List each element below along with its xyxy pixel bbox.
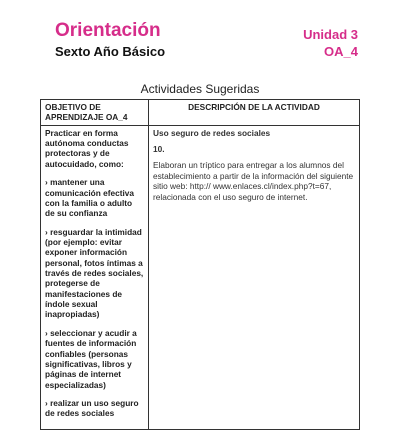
subject-title: Orientación: [55, 20, 161, 41]
oa-label: OA_4: [324, 44, 358, 59]
activity-cell: [149, 125, 360, 429]
activity-header: DESCRIPCIÓN DE LA ACTIVIDAD: [149, 100, 360, 126]
activities-table: [40, 99, 360, 430]
objective-item: › realizar un uso seguro de redes sociales: [45, 397, 139, 419]
objective-intro: Practicar en forma autónoma conductas protectoras y de autocuidado, como:: [45, 127, 129, 169]
table-row: [41, 125, 360, 429]
activity-title: Uso seguro de redes sociales: [153, 127, 271, 138]
section-title: Actividades Sugeridas: [140, 82, 260, 96]
objective-item: › mantener una comunicación efectiva con la familia o adulto de su confianza: [45, 177, 134, 219]
unit-label: Unidad 3: [303, 27, 358, 42]
activity-description: Elaboran un tríptico para entregar a los alumnos del establecimiento a partir de la información del siguiente sitio web: http:// www.enlaces.cl/index.php?t=67, relacionada con el uso seguro de internet.: [153, 160, 354, 202]
objective-cell: [41, 125, 149, 429]
objective-item: › resguardar la intimidad (por ejemplo: evitar exponer información personal, fotos íntimas a través de redes sociales, protegerse de manifestaciones de índole sexual inapropiadas): [45, 226, 144, 320]
objective-item: › seleccionar y acudir a fuentes de información confiables (personas significativas, libros y páginas de internet especializadas): [45, 327, 137, 390]
table-header-row: [41, 100, 360, 126]
activity-number: 10.: [153, 144, 165, 155]
grade-subtitle: Sexto Año Básico: [55, 44, 166, 59]
objective-header: OBJETIVO DE APRENDIZAJE OA_4: [41, 100, 149, 126]
